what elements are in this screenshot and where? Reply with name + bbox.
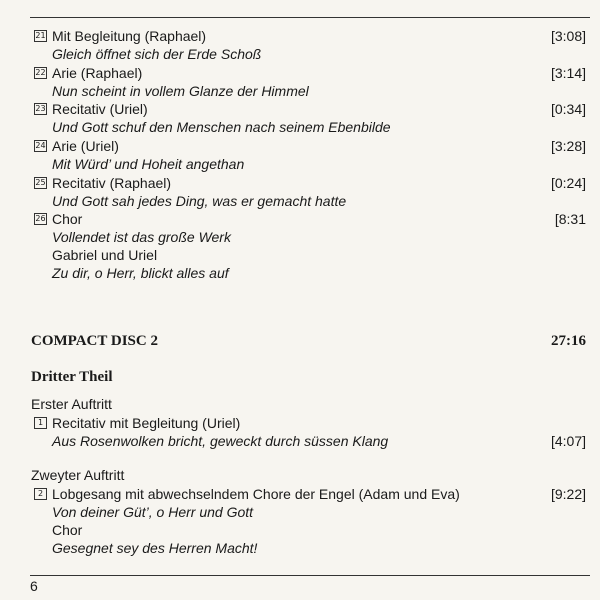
track-line: Gleich öffnet sich der Erde Schoß bbox=[52, 46, 262, 62]
track-21 bbox=[34, 27, 586, 63]
track-23 bbox=[34, 100, 586, 136]
track-duration: [0:24] bbox=[550, 175, 586, 191]
track-24 bbox=[34, 137, 586, 173]
scene-heading: Erster Auftritt bbox=[31, 396, 112, 412]
disc-total-time: 27:16 bbox=[551, 333, 586, 349]
track-title: Arie (Uriel) bbox=[52, 138, 119, 154]
bottom-rule bbox=[30, 575, 590, 576]
track-number-box: 26 bbox=[35, 214, 46, 223]
disc-2-heading bbox=[31, 333, 586, 350]
scene-heading: Zweyter Auftritt bbox=[31, 467, 125, 483]
track-duration: [8:31 bbox=[554, 211, 586, 227]
track-title: Arie (Raphael) bbox=[52, 65, 143, 81]
track-title: Mit Begleitung (Raphael) bbox=[52, 28, 207, 44]
track-number-box: 23 bbox=[35, 104, 46, 113]
track-line-chorus: Chor bbox=[52, 522, 83, 538]
track-duration: [9:22] bbox=[550, 486, 586, 502]
track-25 bbox=[34, 174, 586, 210]
track-line-performers: Gabriel und Uriel bbox=[52, 247, 158, 263]
track-line: Von deiner Güt’, o Herr und Gott bbox=[52, 504, 254, 520]
track-1 bbox=[34, 414, 586, 450]
track-26 bbox=[34, 210, 586, 282]
track-number-box: 22 bbox=[35, 68, 46, 77]
track-duration: [3:28] bbox=[550, 138, 586, 154]
track-title: Lobgesang mit abwechselndem Chore der Engel (Adam und Eva) bbox=[52, 486, 460, 502]
track-line: Vollendet ist das große Werk bbox=[52, 229, 231, 245]
track-line: Nun scheint in vollem Glanze der Himmel bbox=[52, 83, 309, 99]
track-title: Recitativ mit Begleitung (Uriel) bbox=[52, 415, 241, 431]
track-title: Recitativ (Uriel) bbox=[52, 101, 148, 117]
track-title: Chor bbox=[52, 211, 83, 227]
track-line: Zu dir, o Herr, blickt alles auf bbox=[52, 265, 229, 281]
track-title: Recitativ (Raphael) bbox=[52, 175, 172, 191]
track-number-box: 21 bbox=[35, 31, 46, 40]
track-number-box: 25 bbox=[35, 178, 46, 187]
track-line: Und Gott schuf den Menschen nach seinem Ebenbilde bbox=[52, 119, 391, 135]
track-line: Mit Würd’ und Hoheit angethan bbox=[52, 156, 245, 172]
track-number-box: 2 bbox=[34, 488, 47, 500]
track-number-box: 1 bbox=[34, 417, 47, 429]
top-rule bbox=[30, 17, 590, 18]
page-number: 6 bbox=[30, 578, 38, 594]
track-duration: [4:07] bbox=[550, 433, 586, 449]
track-2 bbox=[34, 485, 586, 557]
track-line: Gesegnet sey des Herren Macht! bbox=[52, 540, 258, 556]
track-duration: [0:34] bbox=[550, 101, 586, 117]
track-22 bbox=[34, 64, 586, 100]
disc-label: COMPACT DISC 2 bbox=[31, 333, 158, 349]
part-heading: Dritter Theil bbox=[31, 369, 113, 385]
track-duration: [3:14] bbox=[550, 65, 586, 81]
track-duration: [3:08] bbox=[550, 28, 586, 44]
track-line: Und Gott sah jedes Ding, was er gemacht hatte bbox=[52, 193, 347, 209]
track-number-box: 24 bbox=[35, 141, 46, 150]
track-line: Aus Rosenwolken bricht, geweckt durch süssen Klang bbox=[52, 433, 389, 449]
